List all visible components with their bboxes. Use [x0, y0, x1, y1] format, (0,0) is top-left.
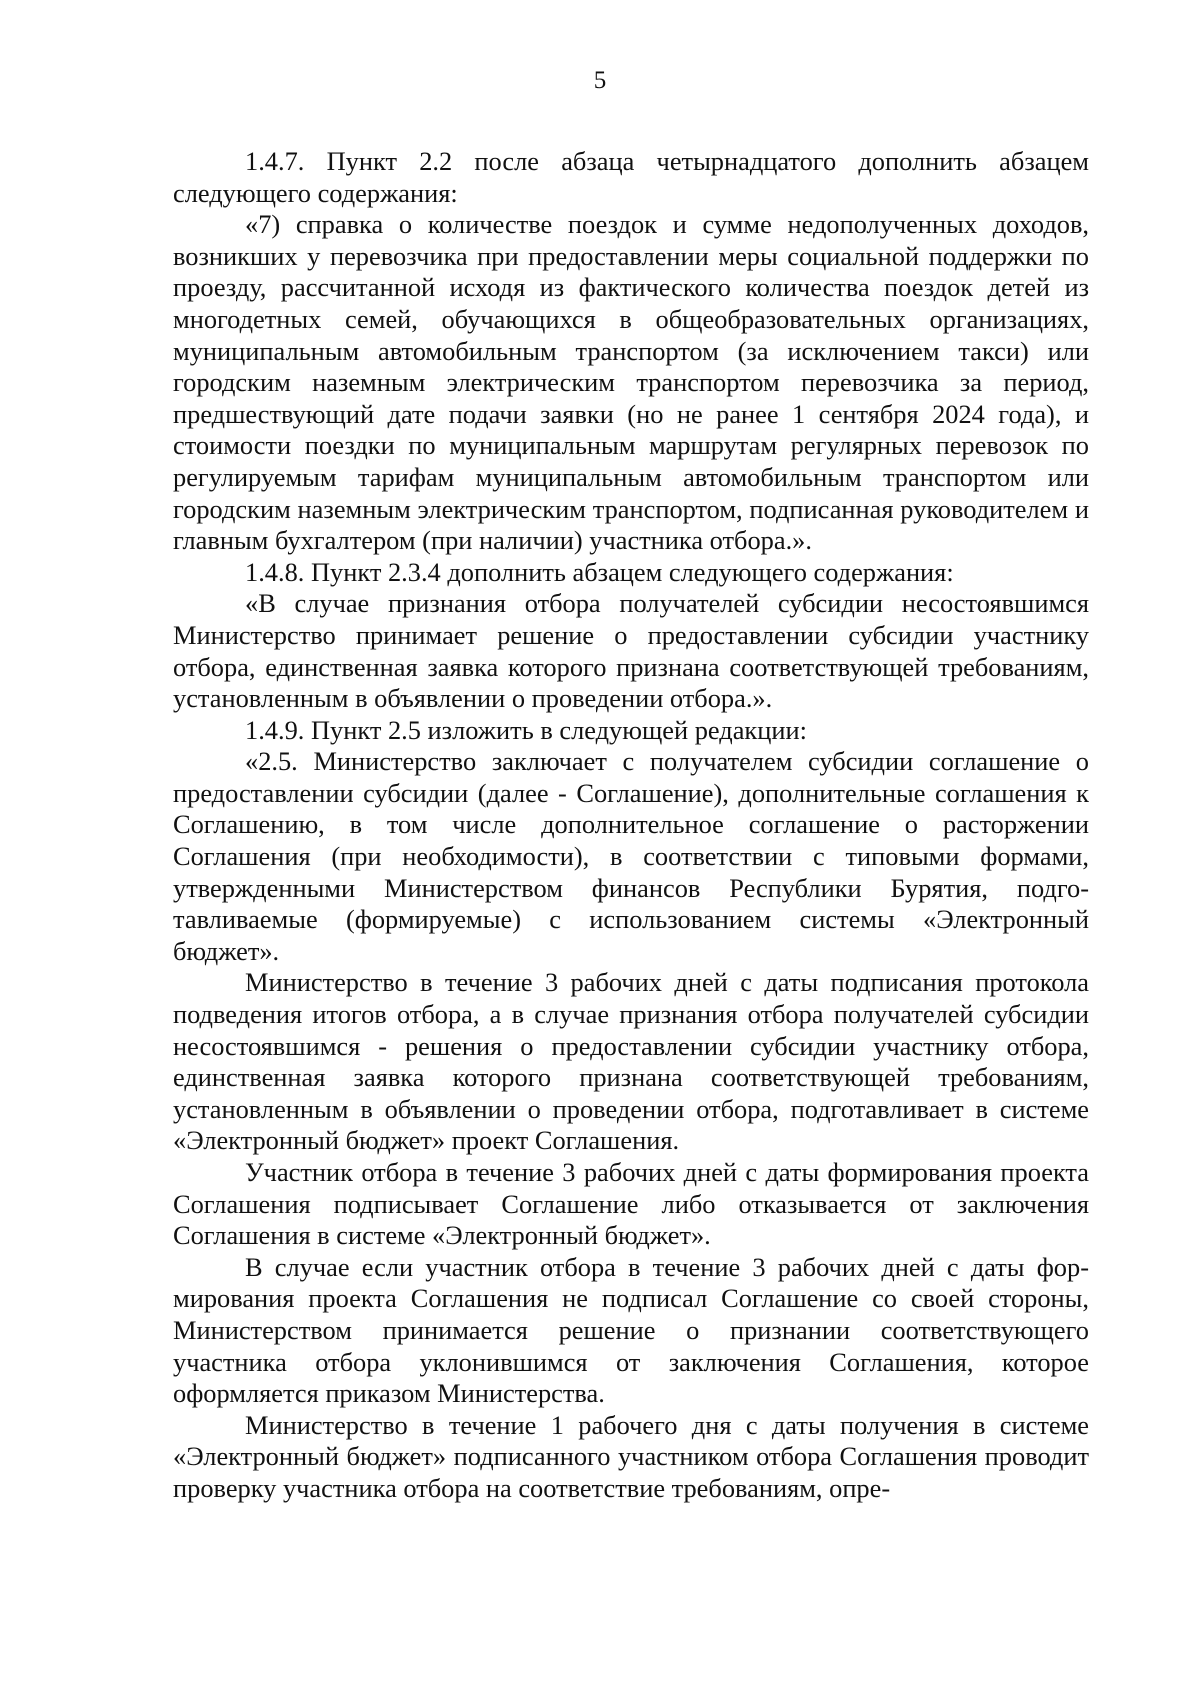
paragraph-1-4-8: 1.4.8. Пункт 2.3.4 дополнить абзацем следующего содержания:: [245, 556, 954, 587]
paragraph-quote-7: «7) справка о количестве поездок и сумме недополученных доходов, возникших у перевозчика при предоставлении меры социальной поддержки по проезду, рассчитанной исходя из фактического количества поездок детей из многодетных семей, обучающихся в общеобразовательных организациях, муниципальным автомобильным транспортом (за исключением такси) или городским наземным электрическим транспортом перевозчика за период, предшествующий дате подачи заявки (но не ранее 1 сентября 2024 года), и стоимости поездки по муниципальным маршрутам регулярных перевозок по регулируемым тарифам муниципальным автомобильным транспортом или городским наземным электрическим транспортом, подписанная руководителем и главным бухгалтером (при наличии) участника отбора.».: [173, 209, 1089, 556]
document-body: [173, 146, 1089, 1505]
paragraph-participant-evades: В случае если участник отбора в течение 3 рабочих дней с даты формирования проекта Соглашения не подписал Соглашение со своей стороны, Министерством принимается решение о признании соответствующего участника отбора уклонившимся от заключения Соглашения, которое оформляется приказом Министерства.: [173, 1251, 1089, 1409]
paragraph-1-4-9: 1.4.9. Пункт 2.5 изложить в следующей редакции:: [245, 714, 807, 745]
paragraph-ministry-prepares: Министерство в течение 3 рабочих дней с даты подписания протокола подведения итогов отбора, а в случае признания отбора получателей субсидии несостоявшимся - решения о предоставлении субсидии участнику отбора, единственная заявка которого признана соответствующей требованиям, установленным в объявлении о проведении отбора, подготавливает в системе «Электронный бюджет» проект Соглашения.: [173, 967, 1089, 1156]
paragraph-ministry-checks: Министерство в течение 1 рабочего дня с даты получения в системе «Электронный бюджет» подписанного участником отбора Соглашения проводит проверку участника отбора на соответствие требованиям, опре-: [173, 1409, 1089, 1503]
page-number: 5: [593, 67, 607, 94]
paragraph-participant-signs: Участник отбора в течение 3 рабочих дней с даты формирования проекта Соглашения подписывает Соглашение либо отказывается от заключения Соглашения в системе «Электронный бюджет».: [173, 1157, 1089, 1251]
paragraph-1-4-7: 1.4.7. Пункт 2.2 после абзаца четырнадцатого дополнить абзацем следующего содержания:: [173, 146, 1089, 208]
paragraph-quote-2-5: «2.5. Министерство заключает с получателем субсидии соглашение о предоставлении субсидии (далее - Соглашение), дополнительные соглашения к Соглашению, в том числе дополнительное соглашение о расторжении Соглашения (при необходимости), в соответствии с типовыми формами, утвержденными Министерством финансов Республики Бурятия, подготавливаемые (формируемые) с использованием системы «Электронный бюджет».: [173, 746, 1089, 966]
paragraph-quote-failed-selection: «В случае признания отбора получателей субсидии несостоявшимся Министерство принимает решение о предоставлении субсидии участнику отбора, единственная заявка которого признана соответствующей требованиям, установленным в объявлении о проведении отбора.».: [173, 588, 1089, 714]
